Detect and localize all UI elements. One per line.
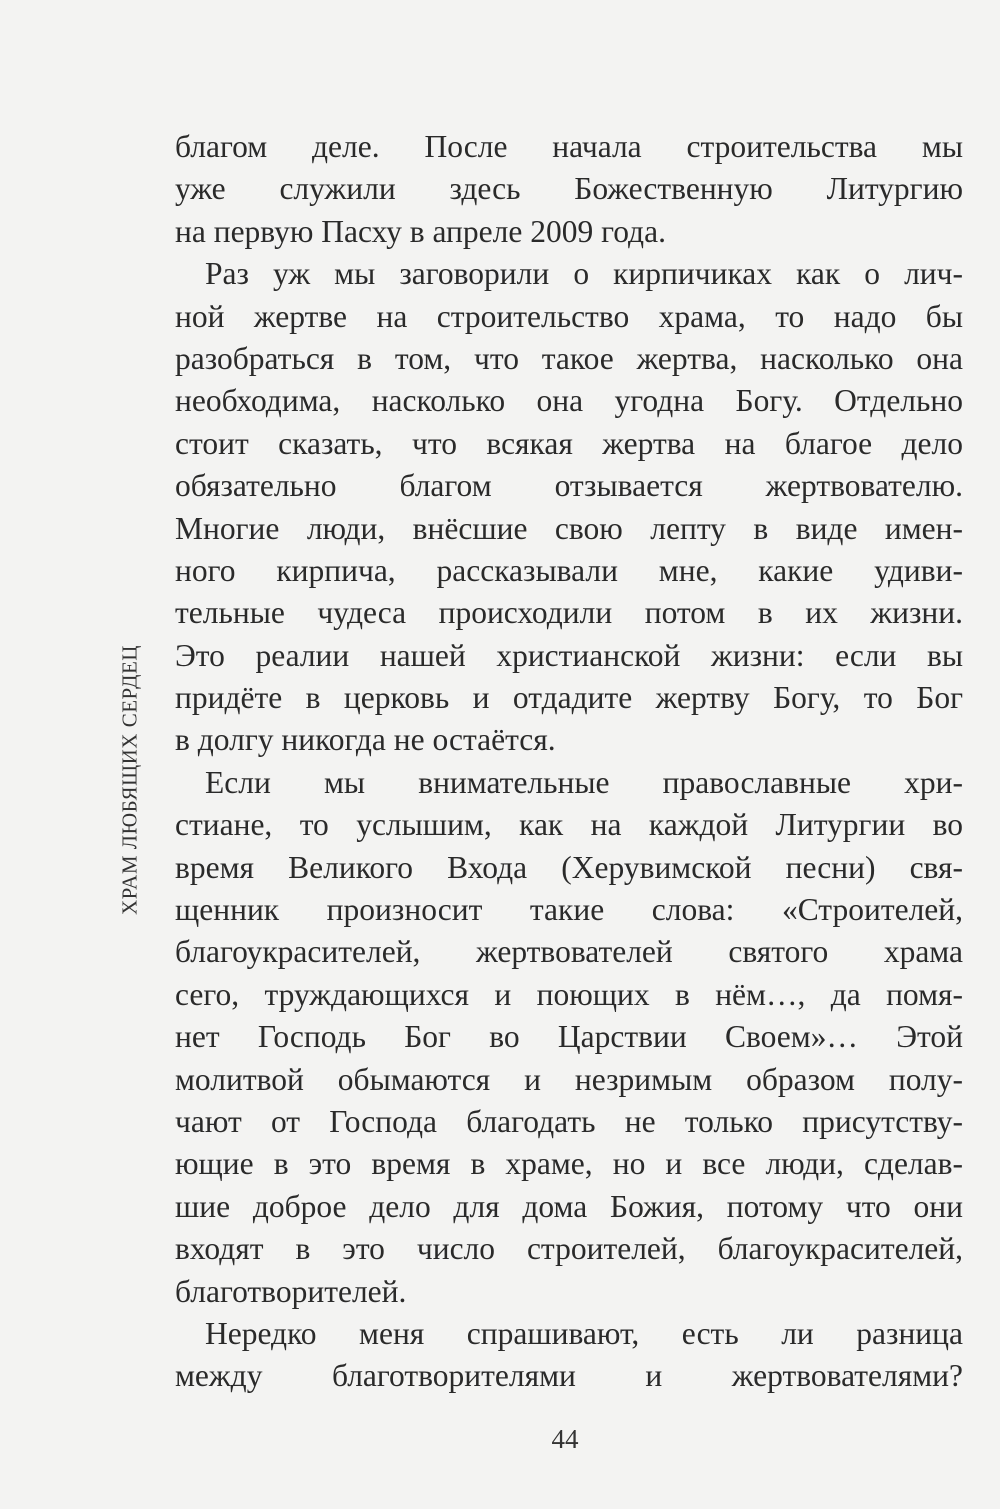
text-line: Если мы внимательные православные хри- — [205, 764, 963, 800]
text-line: Нередко меня спрашивают, есть ли разница — [205, 1315, 963, 1351]
text-line: в долгу никогда не остаётся. — [175, 722, 556, 758]
text-line: время Великого Входа (Херувимской песни) свя- — [175, 849, 963, 885]
text-line: на первую Пасху в апреле 2009 года. — [175, 213, 666, 249]
text-line: придёте в церковь и отдадите жертву Богу, то Бог — [175, 680, 963, 716]
text-line: стиане, то услышим, как на каждой Литургии во — [175, 807, 963, 843]
text-line: необходима, насколько она угодна Богу. Отдельно — [175, 383, 963, 419]
text-line: ной жертве на строительство храма, то надо бы — [175, 298, 963, 334]
text-line: ющие в это время в храме, но и все люди, сделав- — [175, 1146, 963, 1182]
text-line: тельные чудеса происходили потом в их жизни. — [175, 595, 963, 631]
text-line: стоит сказать, что всякая жертва на благое дело — [175, 425, 963, 461]
text-line: нет Господь Бог во Царствии Своем»… Этой — [175, 1019, 963, 1055]
text-line: благоукрасителей, жертвователей святого храма — [175, 934, 963, 970]
running-title: ХРАМ ЛЮБЯЩИХ СЕРДЕЦ — [117, 645, 142, 915]
text-line: благотворителей. — [175, 1273, 407, 1309]
text-line: разобраться в том, что такое жертва, насколько она — [175, 340, 963, 376]
text-line: Многие люди, внёсшие свою лепту в виде имен- — [175, 510, 963, 546]
body-text — [175, 126, 963, 1398]
text-line: щенник произносит такие слова: «Строителей, — [175, 892, 963, 928]
text-line: ного кирпича, рассказывали мне, какие удиви- — [175, 552, 963, 588]
text-line: Раз уж мы заговорили о кирпичиках как о лич- — [205, 256, 963, 292]
text-line: благом деле. После начала строительства мы — [175, 129, 963, 164]
text-line: сего, труждающихся и поющих в нём…, да помя- — [175, 976, 963, 1012]
page-number: 44 — [551, 1424, 579, 1454]
text-line: уже служили здесь Божественную Литургию — [175, 171, 963, 207]
text-line: молитвой обымаются и незримым образом полу- — [175, 1061, 963, 1097]
text-line: шие доброе дело для дома Божия, потому что они — [175, 1188, 963, 1224]
text-line: между благотворителями и жертвователями? — [175, 1358, 963, 1394]
text-line: чают от Господа благодать не только присутству- — [175, 1103, 963, 1139]
text-line: Это реалии нашей христианской жизни: если вы — [175, 637, 963, 673]
text-line: обязательно благом отзывается жертвователю. — [175, 468, 963, 504]
text-line: входят в это число строителей, благоукрасителей, — [175, 1231, 963, 1267]
